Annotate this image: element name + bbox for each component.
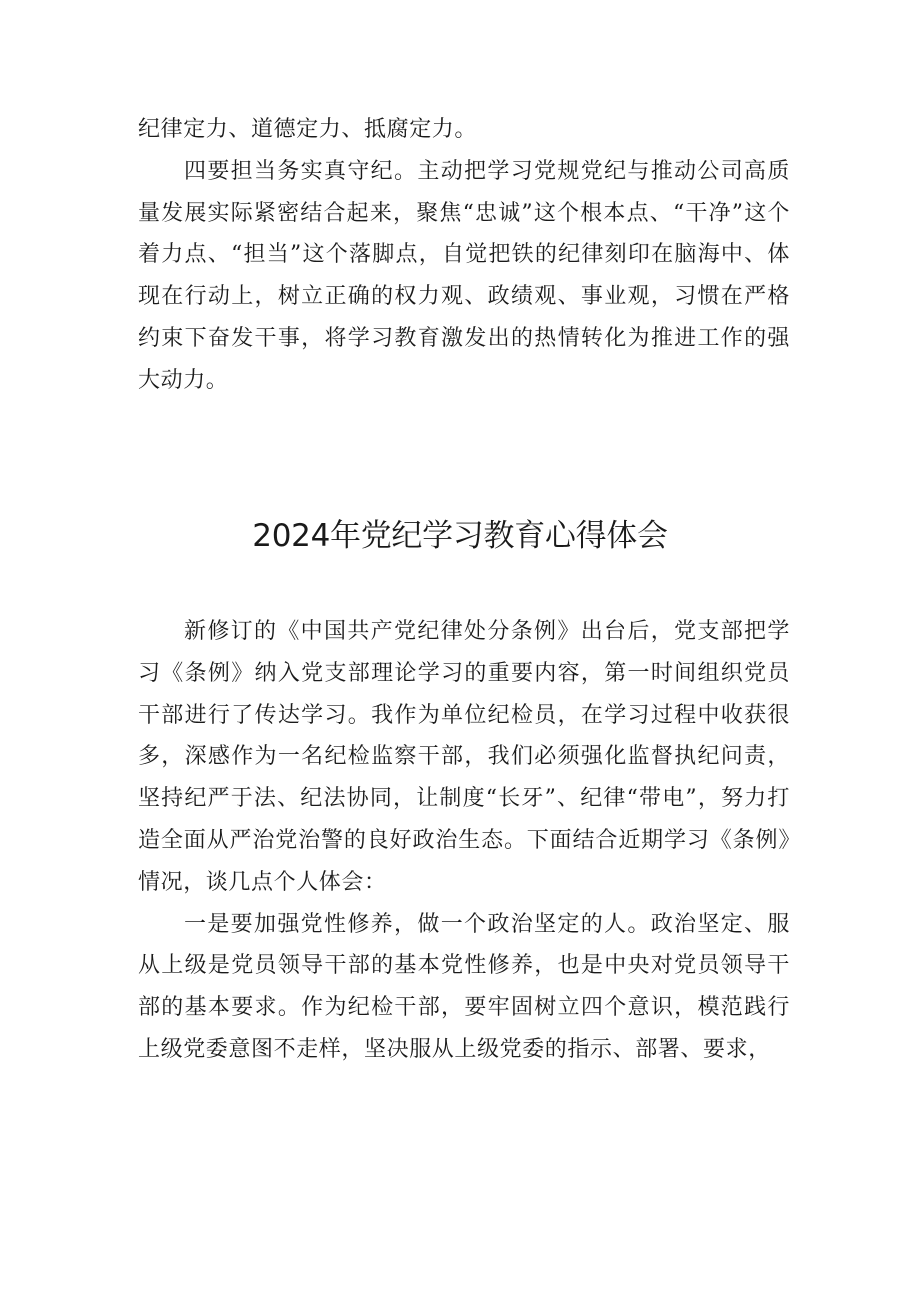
point-four-paragraph: 四要担当务实真守纪。主动把学习党规党纪与推动公司高质量发展实际紧密结合起来，聚焦“忠诚”这个根本点、“干净”这个着力点、“担当”这个落脚点，自觉把铁的纪律刻印在脑海中、体现在行动上，树立正确的权力观、政绩观、事业观，习惯在严格约束下奋发干事，将学习教育激发出的热情转化为推进工作的强大动力。 <box>138 158 790 393</box>
intro-paragraph: 新修订的《中国共产党纪律处分条例》出台后，党支部把学习《条例》纳入党支部理论学习的重要内容，第一时间组织党员干部进行了传达学习。我作为单位纪检员，在学习过程中收获很多，深感作为一名纪检监察干部，我们必须强化监督执纪问责，坚持纪严于法、纪法协同，让制度“长牙”、纪律“带电”，努力打造全面从严治党治警的良好政治生态。下面结合近期学习《条例》情况，谈几点个人体会： <box>138 619 790 895</box>
previous-section-text <box>138 109 790 402</box>
point-one-paragraph: 一是要加强党性修养，做一个政治坚定的人。政治坚定、服从上级是党员领导干部的基本党性修养，也是中央对党员领导干部的基本要求。作为纪检干部，要牢固树立四个意识，模范践行上级党委意图不走样，坚决服从上级党委的指示、部署、要求， <box>138 911 790 1062</box>
article-body <box>138 611 790 1071</box>
continuation-paragraph: 纪律定力、道德定力、抵腐定力。 <box>138 117 478 142</box>
document-title: 2024年党纪学习教育心得体会 <box>252 518 668 554</box>
